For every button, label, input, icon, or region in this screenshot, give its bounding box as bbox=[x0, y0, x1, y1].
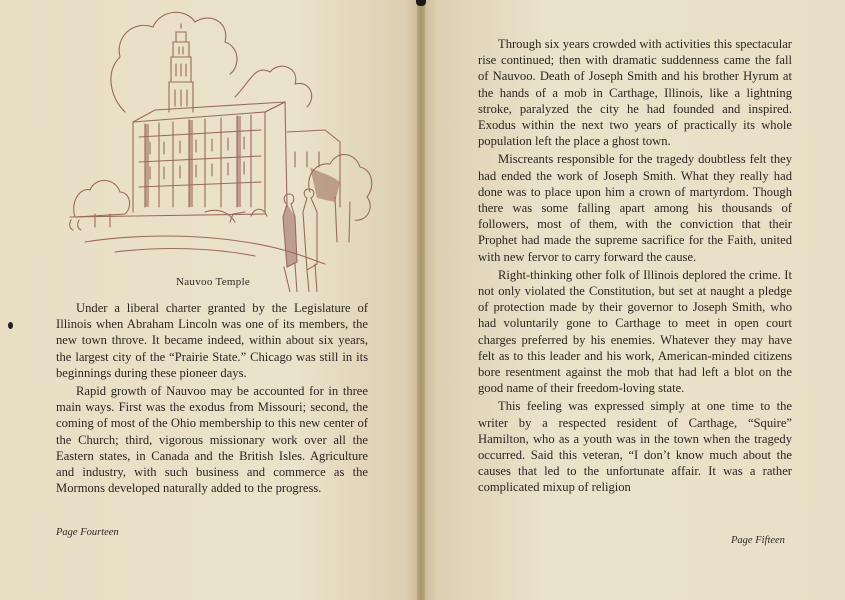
spine-top bbox=[416, 0, 426, 6]
illustration-caption: Nauvoo Temple bbox=[176, 276, 251, 288]
left-page bbox=[0, 0, 421, 600]
ink-spot bbox=[8, 322, 13, 329]
nauvoo-temple-illustration bbox=[55, 2, 385, 292]
left-paragraph-2: Rapid growth of Nauvoo may be accounted for in three main ways. First was the exodus from Missouri; second, the coming of most of the Ohio membership to this new center of the Church; third, vigorous missionary work over all the Eastern states, in Canada and the British Isles. Agriculture and industry, with such business and commerce as the Mormons developed naturally added to the progress. bbox=[56, 384, 368, 496]
right-paragraph-1: Through six years crowded with activities this spectacular rise continued; then with dramatic suddenness came the fall of Nauvoo. Death of Joseph Smith and his brother Hyrum at the hands of a mob in Carthage, Illinois, like a lightning stroke, paralyzed the city he had founded and inspired. Exodus within the next two years of practically its whole population left the place a ghost town. bbox=[478, 37, 792, 149]
left-page-body bbox=[56, 300, 368, 496]
book-gutter bbox=[417, 0, 425, 600]
right-paragraph-3: Right-thinking other folk of Illinois deplored the crime. It not only violated the Constitution, but set at naught a pledge of protection made by their governor to Joseph Smith, who had voluntarily gone to Carthage to meet in open court charges preferred by his enemies. Whatever they may have felt as to this leader and his work, American-minded citizens bore resentment against the mob that had left a blot on the good name of their freedom-loving state. bbox=[478, 267, 792, 396]
right-page-body bbox=[478, 36, 792, 496]
right-page-number: Page Fifteen bbox=[731, 535, 785, 546]
left-page-number: Page Fourteen bbox=[56, 527, 119, 538]
right-paragraph-4: This feeling was expressed simply at one time to the writer by a respected resident of Carthage, “Squire” Hamilton, who as a youth was in the town when the tragedy occurred. Said this veteran, “I don’t know much about the causes that led to the unfortunate affair. It was a rather complicated mixup of religion bbox=[478, 399, 792, 495]
left-paragraph-1: Under a liberal charter granted by the Legislature of Illinois when Abraham Lincoln was one of its members, the new town throve. It became indeed, within about six years, the largest city of the “Prairie State.” Chicago was still in its beginnings during these pioneer days. bbox=[56, 301, 368, 380]
right-paragraph-2: Miscreants responsible for the tragedy doubtless felt they had ended the work of Joseph Smith. What they really had done was to place upon him a crown of martyrdom. Though there was some falling apart among his thousands of followers, most of them, with the conviction that their Prophet had made the supreme sacrifice for the Faith, united with new fervor to carry forward the cause. bbox=[478, 152, 792, 264]
